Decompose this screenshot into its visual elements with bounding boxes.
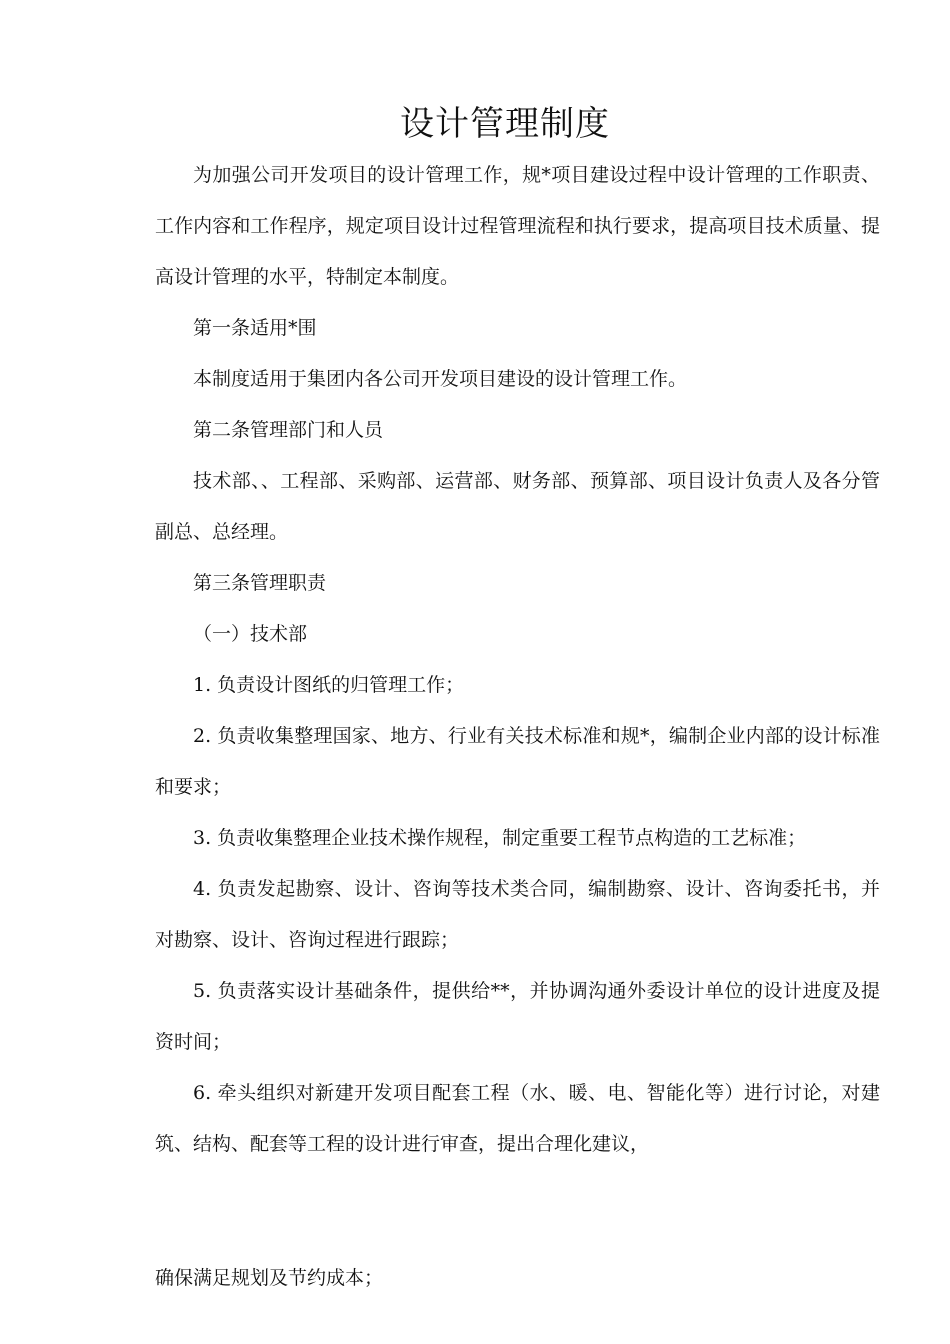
intro-paragraph: 为加强公司开发项目的设计管理工作，规*项目建设过程中设计管理的工作职责、工作内容和工作程序，规定项目设计过程管理流程和执行要求，提高项目技术质量、提高设计管理的水平，特制定本制度。 bbox=[155, 164, 880, 288]
page-gap bbox=[155, 1170, 880, 1253]
list-item-1: 1. 负责设计图纸的归管理工作； bbox=[193, 674, 465, 696]
article-1-heading: 第一条适用*围 bbox=[193, 317, 317, 339]
list-item-3: 3. 负责收集整理企业技术操作规程，制定重要工程节点构造的工艺标准； bbox=[193, 827, 807, 849]
article-2-text: 技术部、、工程部、采购部、运营部、财务部、预算部、项目设计负责人及各分管副总、总经理。 bbox=[155, 470, 880, 543]
list-item-4: 4. 负责发起勘察、设计、咨询等技术类合同，编制勘察、设计、咨询委托书，并对勘察、设计、咨询过程进行跟踪； bbox=[155, 878, 880, 951]
article-3-heading: 第三条管理职责 bbox=[193, 572, 327, 594]
document-body bbox=[155, 150, 880, 1304]
list-item-6: 6. 牵头组织对新建开发项目配套工程（水、暖、电、智能化等）进行讨论，对建筑、结构、配套等工程的设计进行审查，提出合理化建议， bbox=[155, 1082, 880, 1155]
list-item-6-continued: 确保满足规划及节约成本； bbox=[155, 1267, 384, 1289]
article-1-text: 本制度适用于集团内各公司开发项目建设的设计管理工作。 bbox=[193, 368, 688, 390]
section-technical-dept: （一）技术部 bbox=[193, 623, 308, 645]
article-2-heading: 第二条管理部门和人员 bbox=[193, 419, 384, 441]
document-title: 设计管理制度 bbox=[400, 104, 610, 144]
list-item-5: 5. 负责落实设计基础条件，提供给**，并协调沟通外委设计单位的设计进度及提资时间； bbox=[155, 980, 880, 1053]
list-item-2: 2. 负责收集整理国家、地方、行业有关技术标准和规*，编制企业内部的设计标准和要求； bbox=[155, 725, 880, 798]
